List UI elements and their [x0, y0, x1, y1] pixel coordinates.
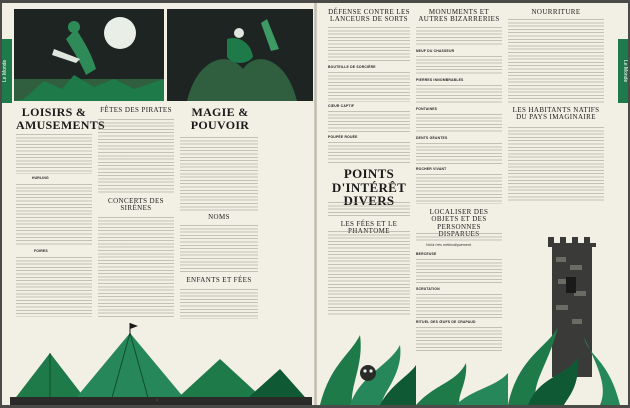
subheading-scrutation: SCRUTATION: [416, 287, 440, 291]
reeds-illustration: [416, 353, 508, 405]
body-habitants: [508, 127, 604, 203]
heading-fetes-pirates: FÊTES DES PIRATES: [100, 106, 172, 114]
heading-loisirs: LOISIRS & AMUSEMENTS: [16, 105, 106, 132]
subheading-bouteille: BOUTEILLE DE SORCIÈRE: [328, 65, 376, 69]
foliage-creature-illustration: [320, 315, 416, 405]
body-concerts: [98, 217, 174, 317]
body-magie: [180, 137, 258, 211]
heading-noms: NOMS: [208, 213, 230, 221]
pirate-moon-illustration: [14, 9, 164, 101]
body-fontaines: [416, 114, 502, 134]
body-bouteille: [328, 72, 410, 102]
body-dents: [416, 143, 502, 165]
body-scrutation: [416, 294, 502, 318]
subheading-berceuse: BERCEUSE: [416, 252, 437, 256]
subheading-pierres: PIERRES INNOMBRABLES: [416, 78, 464, 82]
heading-defense: DÉFENSE CONTRE LES LANCEURS DE SORTS: [328, 8, 410, 24]
subheading-rituel: RITUEL DES ŒUFS DE CRAPAUD: [416, 320, 476, 324]
stone-tower-illustration: [508, 207, 620, 405]
circus-tents-illustration: [10, 323, 312, 405]
subheading-dents: DENTS GÉANTES: [416, 136, 448, 140]
body-fetes: [98, 119, 174, 193]
body-coeur: [328, 111, 410, 133]
body-poupee: [328, 142, 410, 164]
heading-nourriture: NOURRITURE: [531, 8, 581, 16]
subheading-foires: FOIRES: [34, 249, 48, 253]
body-enfants: [180, 289, 258, 319]
body-hurling: [16, 184, 92, 246]
heading-monuments: MONUMENTS ET AUTRES BIZARRERIES: [418, 8, 500, 24]
subheading-neuf: NEUF DU CHASSEUR: [416, 49, 455, 53]
page-number-left: 6: [156, 397, 159, 402]
subheading-coeur: CŒUR CAPTIF: [328, 104, 355, 108]
body-nourriture: [508, 19, 604, 103]
heading-fees: LES FÉES ET LE PHANTOME: [340, 220, 398, 236]
body-loisirs: [16, 134, 92, 174]
heading-enfants: ENFANTS ET FÉES: [186, 276, 252, 284]
quote-text: Voilà très méthodiquement: [426, 243, 472, 247]
heading-points: POINTS D'INTÉRÊT DIVERS: [331, 166, 407, 209]
body-localiser: [416, 233, 502, 241]
body-defense: [328, 27, 410, 63]
body-rituel: [416, 327, 502, 351]
body-fees: [328, 231, 410, 315]
body-noms: [180, 225, 258, 273]
subheading-hurling: HURLING: [32, 176, 49, 180]
book-gutter: [314, 3, 317, 405]
section-tab-left: Le Monde: [2, 39, 12, 103]
subheading-fontaines: FONTAINES: [416, 107, 438, 111]
body-monuments: [416, 27, 502, 47]
body-pierres: [416, 85, 502, 105]
section-tab-right: Le Monde: [618, 39, 628, 103]
heading-concerts: CONCERTS DES SIRÈNES: [108, 197, 164, 213]
page-number-right: 7: [464, 397, 467, 402]
book-spread: [2, 3, 628, 405]
subheading-poupee: POUPÉE ROUÉE: [328, 135, 358, 139]
heading-localiser: LOCALISER DES OBJETS ET DES PERSONNES DISPARUES: [429, 208, 489, 239]
body-rocher: [416, 174, 502, 204]
body-berceuse: [416, 259, 502, 285]
heading-habitants: LES HABITANTS NATIFS DU PAYS IMAGINAIRE: [512, 106, 600, 122]
body-neuf: [416, 56, 502, 76]
subheading-rocher: ROCHER VIVANT: [416, 167, 447, 171]
mermaid-rock-illustration: [167, 9, 313, 101]
body-foires: [16, 257, 92, 317]
heading-magie: MAGIE & POUVOIR: [190, 105, 250, 132]
body-points: [328, 202, 410, 218]
